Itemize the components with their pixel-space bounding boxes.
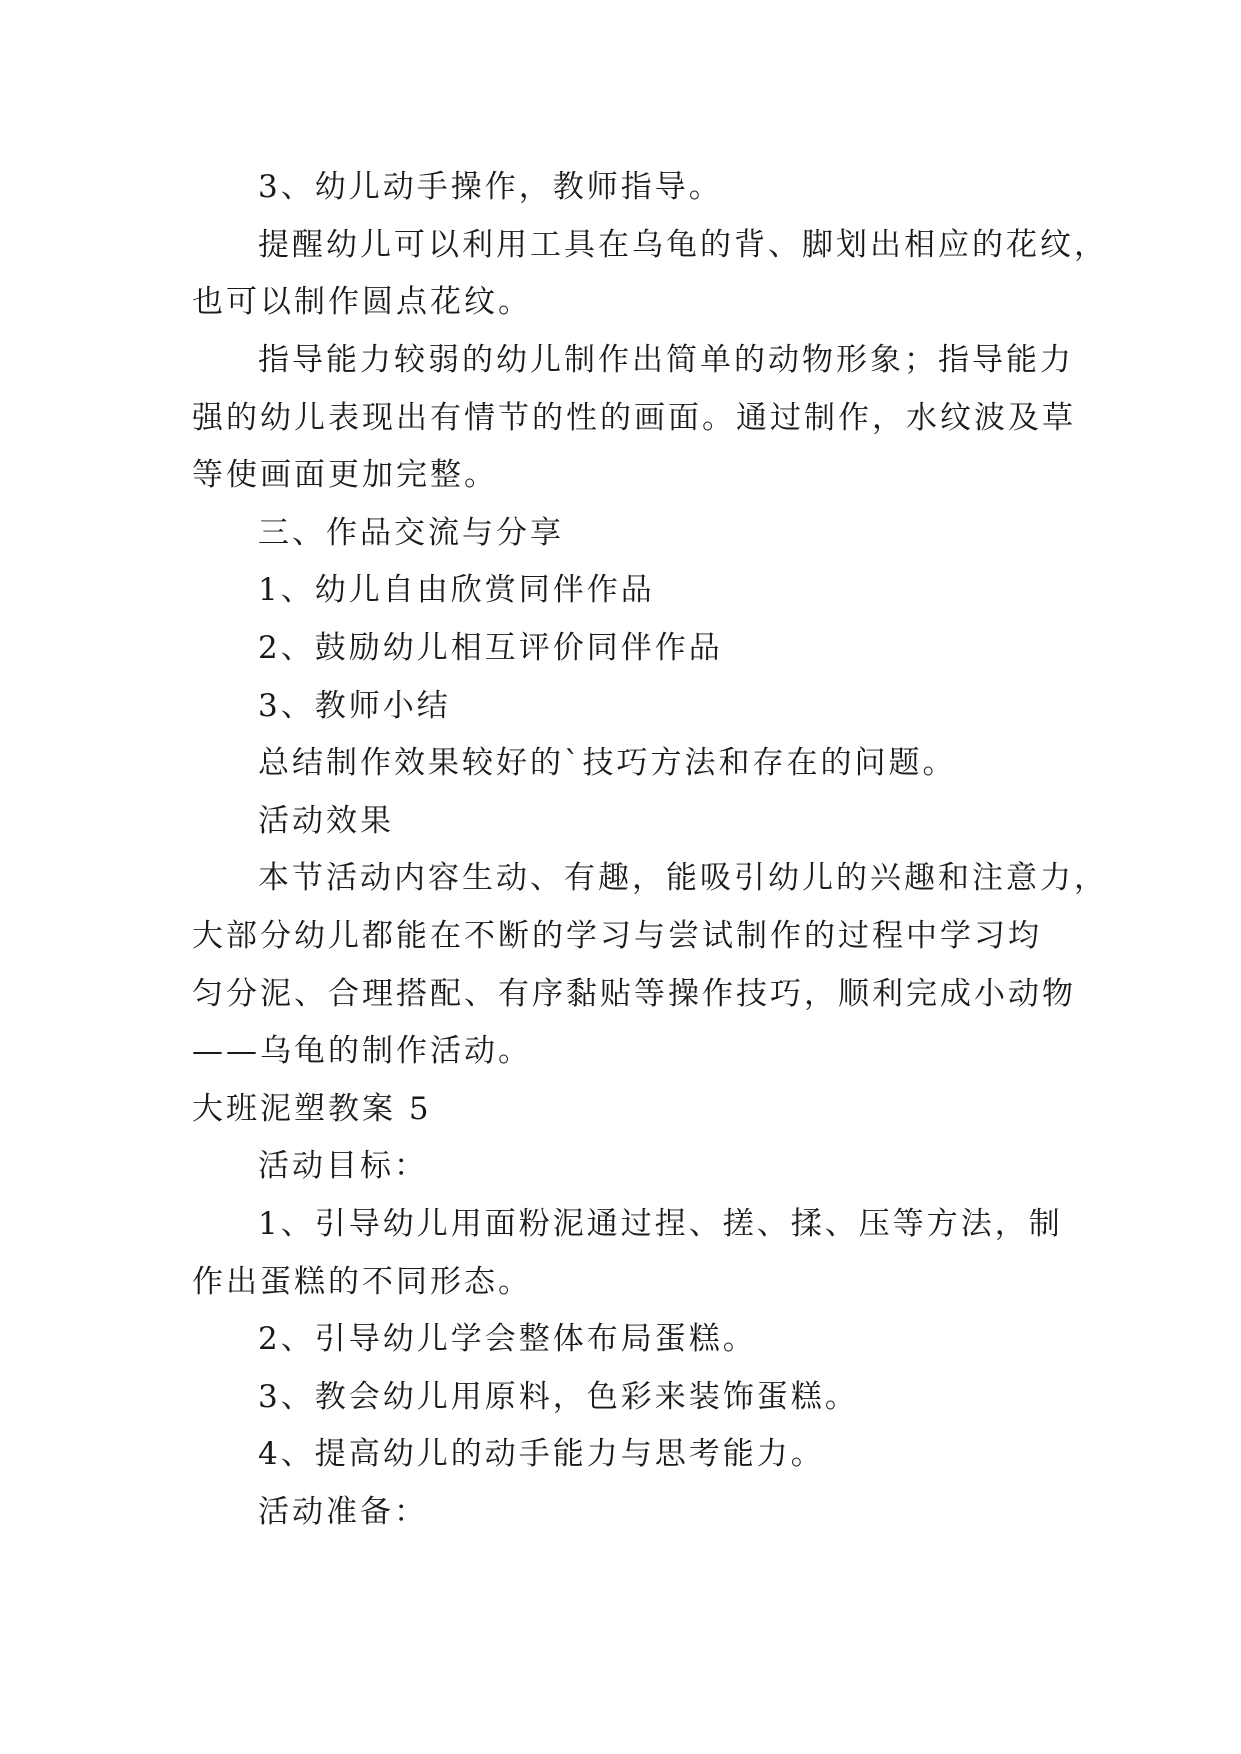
section-heading: 三、作品交流与分享 [258,515,564,551]
text-line: 总结制作效果较好的`技巧方法和存在的问题。 [258,745,957,781]
text-line: 指导能力较弱的幼儿制作出简单的动物形象；指导能力 [258,342,1074,378]
text-line: 4、提高幼儿的动手能力与思考能力。 [258,1436,825,1472]
text-line: 强的幼儿表现出有情节的性的画面。通过制作，水纹波及草 [192,400,1076,436]
text-line: 等使画面更加完整。 [192,457,498,493]
text-line: 1、引导幼儿用面粉泥通过捏、搓、揉、压等方法，制 [258,1206,1063,1242]
text-line: 作出蛋糕的不同形态。 [192,1264,532,1300]
text-line: 大部分幼儿都能在不断的学习与尝试制作的过程中学习均 [192,918,1042,954]
section-heading: 活动效果 [258,803,394,839]
section-heading: 活动目标： [258,1148,428,1184]
section-heading: 活动准备： [258,1494,428,1530]
text-line: 匀分泥、合理搭配、有序黏贴等操作技巧，顺利完成小动物 [192,976,1076,1012]
text-line: 本节活动内容生动、有趣，能吸引幼儿的兴趣和注意力， [258,860,1108,896]
text-line: 3、幼儿动手操作，教师指导。 [258,169,723,205]
text-line: 3、教会幼儿用原料，色彩来装饰蛋糕。 [258,1379,859,1415]
text-line: 2、引导幼儿学会整体布局蛋糕。 [258,1321,757,1357]
text-line: 也可以制作圆点花纹。 [192,284,532,320]
text-line: 1、幼儿自由欣赏同伴作品 [258,572,655,608]
document-title: 大班泥塑教案 5 [192,1091,432,1127]
text-line: 2、鼓励幼儿相互评价同伴作品 [258,630,723,666]
text-line: 提醒幼儿可以利用工具在乌龟的背、脚划出相应的花纹， [258,227,1108,263]
text-line: 3、教师小结 [258,688,451,724]
text-line: ——乌龟的制作活动。 [192,1033,532,1069]
